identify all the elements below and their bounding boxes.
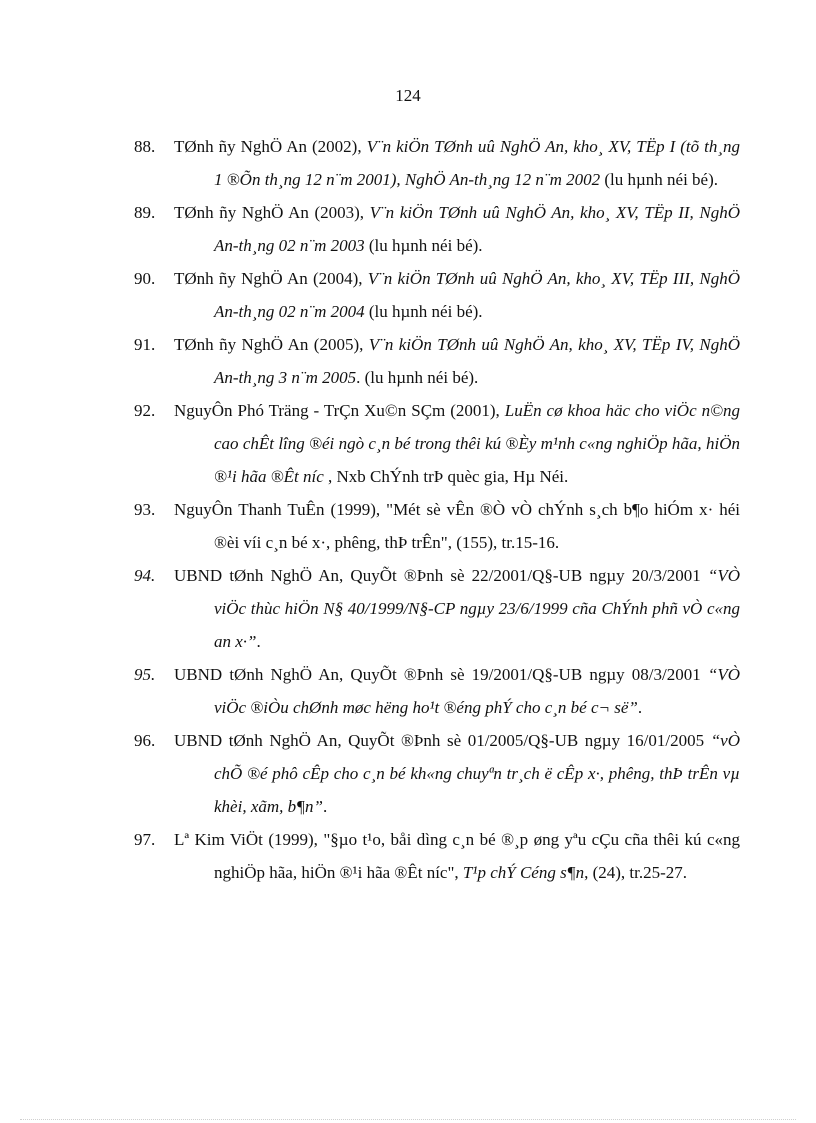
reference-text-segment: (lu hµnh néi bé).: [600, 170, 719, 189]
reference-item: [134, 559, 740, 658]
reference-title-italic: “vÒ chÕ ®é phô cÊp cho c¸n bé kh«ng chuyªn tr¸ch ë cÊp x·, phêng, thÞ trÊn vµ khèi, xãm, b¶n”: [214, 731, 740, 816]
reference-title-italic: T¹p chÝ Céng s¶n: [462, 863, 585, 882]
reference-text: [174, 823, 740, 889]
reference-number: 95.: [134, 665, 156, 684]
reference-text: [174, 196, 740, 262]
reference-text: [174, 724, 740, 823]
bottom-divider: [20, 1119, 796, 1120]
reference-title-italic: V¨n kiÖn TØnh uû NghÖ An, kho¸ XV, TËp I (tõ th¸ng 1 ®Õn th¸ng 12 n¨m 2001), NghÖ An-th¸ng 12 n¨m 2002: [214, 137, 740, 189]
reference-number: 88.: [134, 137, 156, 156]
reference-number: 91.: [134, 335, 156, 354]
reference-item: [134, 658, 740, 724]
reference-text-segment: UBND tØnh NghÖ An, QuyÕt ®Þnh sè 19/2001/Q§-UB ngµy 08/3/2001: [174, 665, 708, 684]
reference-item: [134, 328, 740, 394]
reference-title-italic: V¨n kiÖn TØnh uû NghÖ An, kho¸ XV, TËp III, NghÖ An-th¸ng 02 n¨m 2004: [214, 269, 740, 321]
reference-text-segment: NguyÔn Phó Träng - TrÇn Xu©n SÇm (2001),: [174, 401, 505, 420]
reference-title-italic: “VÒ viÖc ®iÒu chØnh møc hëng ho¹t ®éng phÝ cho c¸n bé c¬ së”: [214, 665, 740, 717]
reference-text: [174, 493, 740, 559]
reference-text-segment: TØnh ñy NghÖ An (2004),: [174, 269, 368, 288]
reference-number: 93.: [134, 500, 156, 519]
reference-number: 92.: [134, 401, 156, 420]
reference-text-segment: Lª Kim ViÖt (1999), "§µo t¹o, båi dìng c¸n bé ®¸p øng yªu cÇu cña thêi kú c«ng nghiÖp hãa, hiÖn ®¹i hãa ®Êt níc",: [174, 830, 740, 882]
reference-text-segment: UBND tØnh NghÖ An, QuyÕt ®Þnh sè 01/2005/Q§-UB ngµy 16/01/2005: [174, 731, 711, 750]
reference-text-segment: TØnh ñy NghÖ An (2002),: [174, 137, 367, 156]
reference-text-segment: (lu hµnh néi bé).: [364, 236, 483, 255]
reference-text-segment: , Nxb ChÝnh trÞ quèc gia, Hµ Néi.: [323, 467, 569, 486]
reference-text-segment: NguyÔn Thanh TuÊn (1999), "Mét sè vÊn ®Ò vÒ chÝnh s¸ch b¶o hiÓm x· héi ®èi víi c¸n bé x·, phêng, thÞ trÊn", (155), tr.15-16.: [174, 500, 740, 552]
page-number: 124: [395, 86, 421, 105]
reference-item: [134, 394, 740, 493]
reference-text-segment: . (lu hµnh néi bé).: [356, 368, 479, 387]
reference-text-segment: .: [322, 797, 328, 816]
reference-title-italic: V¨n kiÖn TØnh uû NghÖ An, kho¸ XV, TËp II, NghÖ An-th¸ng 02 n¨m 2003: [214, 203, 740, 255]
reference-number: 94.: [134, 566, 156, 585]
reference-list: [134, 130, 740, 889]
reference-text-segment: TØnh ñy NghÖ An (2005),: [174, 335, 369, 354]
reference-text-segment: .: [637, 698, 643, 717]
reference-text-segment: , (24), tr.25-27.: [584, 863, 688, 882]
reference-title-italic: LuËn cø khoa häc cho viÖc n©ng cao chÊt lîng ®éi ngò c¸n bé trong thêi kú ®Èy m¹nh c«ng nghiÖp hãa, hiÖn ®¹i hãa ®Êt níc: [214, 401, 740, 486]
reference-text: [174, 262, 740, 328]
reference-item: [134, 262, 740, 328]
reference-text: [174, 394, 740, 493]
reference-item: [134, 823, 740, 889]
reference-number: 97.: [134, 830, 156, 849]
reference-item: [134, 196, 740, 262]
reference-title-italic: “VÒ viÖc thùc hiÖn N§ 40/1999/N§-CP ngµy 23/6/1999 cña ChÝnh phñ vÒ c«ng an x·”: [214, 566, 740, 651]
reference-text-segment: UBND tØnh NghÖ An, QuyÕt ®Þnh sè 22/2001/Q§-UB ngµy 20/3/2001: [174, 566, 708, 585]
reference-item: [134, 724, 740, 823]
reference-text: [174, 130, 740, 196]
reference-text: [174, 658, 740, 724]
reference-text-segment: (lu hµnh néi bé).: [364, 302, 483, 321]
reference-text: [174, 559, 740, 658]
reference-item: [134, 493, 740, 559]
reference-text-segment: .: [256, 632, 261, 651]
reference-text: [174, 328, 740, 394]
reference-item: [134, 130, 740, 196]
reference-number: 90.: [134, 269, 156, 288]
reference-number: 96.: [134, 731, 156, 750]
reference-number: 89.: [134, 203, 156, 222]
reference-title-italic: V¨n kiÖn TØnh uû NghÖ An, kho¸ XV, TËp IV, NghÖ An-th¸ng 3 n¨m 2005: [214, 335, 740, 387]
reference-text-segment: TØnh ñy NghÖ An (2003),: [174, 203, 370, 222]
